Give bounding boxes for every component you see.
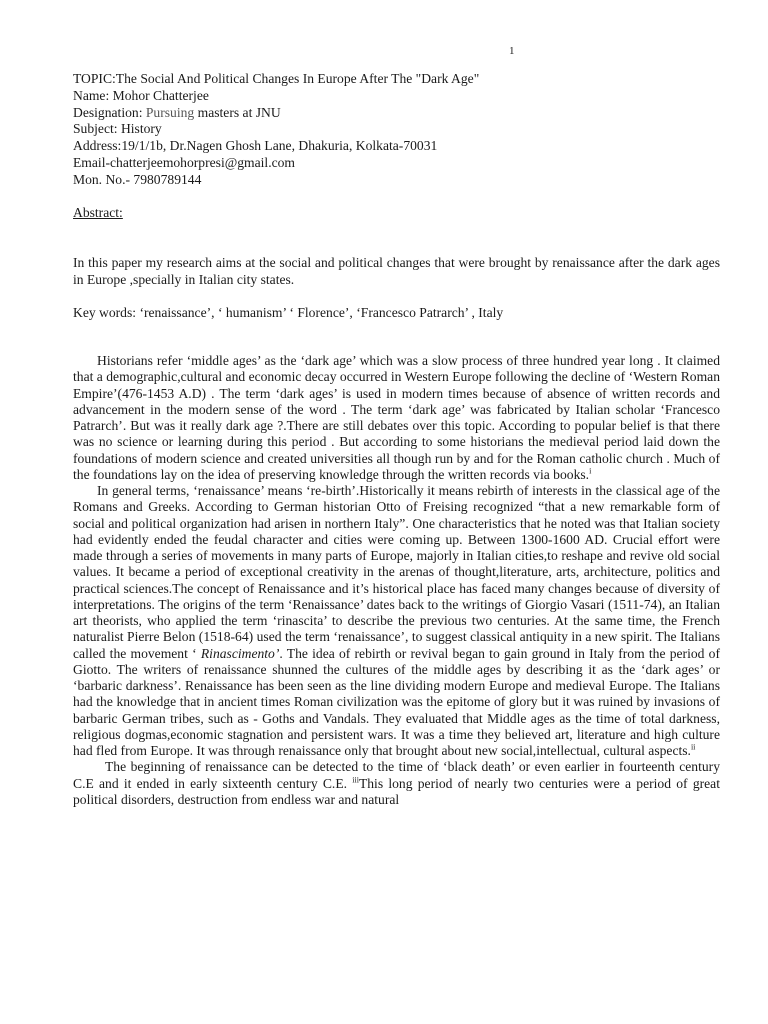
paragraph-2-text-b: . The idea of rebirth or revival began to gain ground in Italy from the period of Giotto. The writers of renaissance shunned the cultures of the middle ages by describing it as the ‘dark ages’ or ‘barbaric darkness’. Renaissance has been seen as the line dividing modern Europe and medieval Europe. The Italians had the knowledge that in ancient times Roman civilization was the epitome of glory but it was ruined by invasions of barbaric German tribes, such as - Goths and Vandals. They evaluated that Middle ages as the time of total darkness, religious dogmas,economic stagnation and persistent wars. It was a time they believed art, literature and high culture had fled from Europe. It was through renaissance only that brought about new social,intellectual, cultural aspects. bbox=[73, 645, 720, 758]
email-line: Email-chatterjeemohorpresi@gmail.com bbox=[73, 154, 296, 170]
paragraph-1-text: Historians refer ‘middle ages’ as the ‘dark age’ which was a slow process of three hundred year long . It claimed that a demographic,cultural and economic decay occurred in Western Europe following the decline of ‘Western Roman Empire’(476-1453 A.D) . The term ‘dark ages’ is used in modern times because of absence of written records and advancement in the modern sense of the word . The term ‘dark age’ was fabricated by Italian scholar ‘Francesco Patrarch’. But was it really dark age ?.There are still debates over this topic. According to popular belief is that there was no science or learning during this period . But according to some historians the medieval period laid down the foundations of modern science and created universities all though run by and for the Roman catholic church . Much of the foundations lay on the idea of preserving knowledge through the written records via books. bbox=[73, 353, 720, 482]
abstract-heading: Abstract: bbox=[73, 205, 123, 220]
paragraph-2-text-a: In general terms, ‘renaissance’ means ‘re-birth’.Historically it means rebirth of interests in the classical age of the Romans and Greeks. According to German historian Otto of Freising recognized “that a new remarkable form of social and political organization had arisen in northern Italy”. One characteristics that he noted was that Italian society had evidently ended the feudal character and cities were coming up. Between 1300-1600 AD. Crucial effort were made through a series of movements in many parts of Europe, majorly in Italian cities,to reshape and revive old social values. It became a period of exceptional creativity in the arenas of thought,literature, arts, architecture, politics and practical sciences.The concept of Renaissance and it’s historical place has faced many changes because of diversity of interpretations. The origins of the term ‘Renaissance’ dates back to the writings of Giorgio Vasari (1511-74), an Italian art theorists, who applied the term ‘rinascita’ to describe the previous two centuries. At the same time, the French naturalist Pierre Belon (1518-64) used the term ‘renaissance’, to suggest classical antiquity in a new spirit. The Italians called the movement ‘ bbox=[73, 483, 720, 661]
designation-rest: masters at JNU bbox=[194, 104, 281, 120]
paragraph-2 bbox=[73, 483, 720, 759]
body-text bbox=[73, 353, 720, 808]
mobile-line: Mon. No.- 7980789144 bbox=[73, 171, 202, 187]
endnote-ref-i[interactable]: i bbox=[589, 466, 592, 476]
endnote-ref-ii[interactable]: ii bbox=[690, 742, 696, 752]
address-line: Address:19/1/1b, Dr.Nagen Ghosh Lane, Dhakuria, Kolkata-70031 bbox=[73, 138, 438, 154]
author-info bbox=[73, 71, 479, 189]
paragraph-3-text-b: This long period of nearly two centuries were a period of great political disorders, destruction from endless war and natural bbox=[73, 775, 720, 807]
abstract-text: In this paper my research aims at the social and political changes that were brought by renaissance after the dark ages in Europe ,specially in Italian city states. bbox=[73, 255, 720, 287]
paragraph-3 bbox=[73, 759, 720, 808]
designation-label: Designation: bbox=[73, 104, 146, 120]
designation-line bbox=[73, 105, 479, 122]
designation-highlight: Pursuing bbox=[145, 104, 195, 120]
subject-line: Subject: History bbox=[73, 121, 162, 137]
keywords-line: Key words: ‘renaissance’, ‘ humanism’ ‘ Florence’, ‘Francesco Patrarch’ , Italy bbox=[73, 305, 504, 320]
topic-line: TOPIC:The Social And Political Changes In Europe After The "Dark Age" bbox=[73, 71, 480, 86]
page-number: 1 bbox=[509, 45, 515, 57]
endnote-ref-iii[interactable]: iii bbox=[352, 774, 359, 784]
paragraph-2-italic: Rinascimento’ bbox=[196, 645, 280, 661]
name-line: Name: Mohor Chatterjee bbox=[73, 87, 209, 103]
paragraph-1 bbox=[73, 353, 720, 483]
paragraph-3-text-a: The beginning of renaissance can be detected to the time of ‘black death’ or even earlier in fourteenth century C.E and it ended in early sixteenth century C.E. bbox=[73, 759, 720, 791]
